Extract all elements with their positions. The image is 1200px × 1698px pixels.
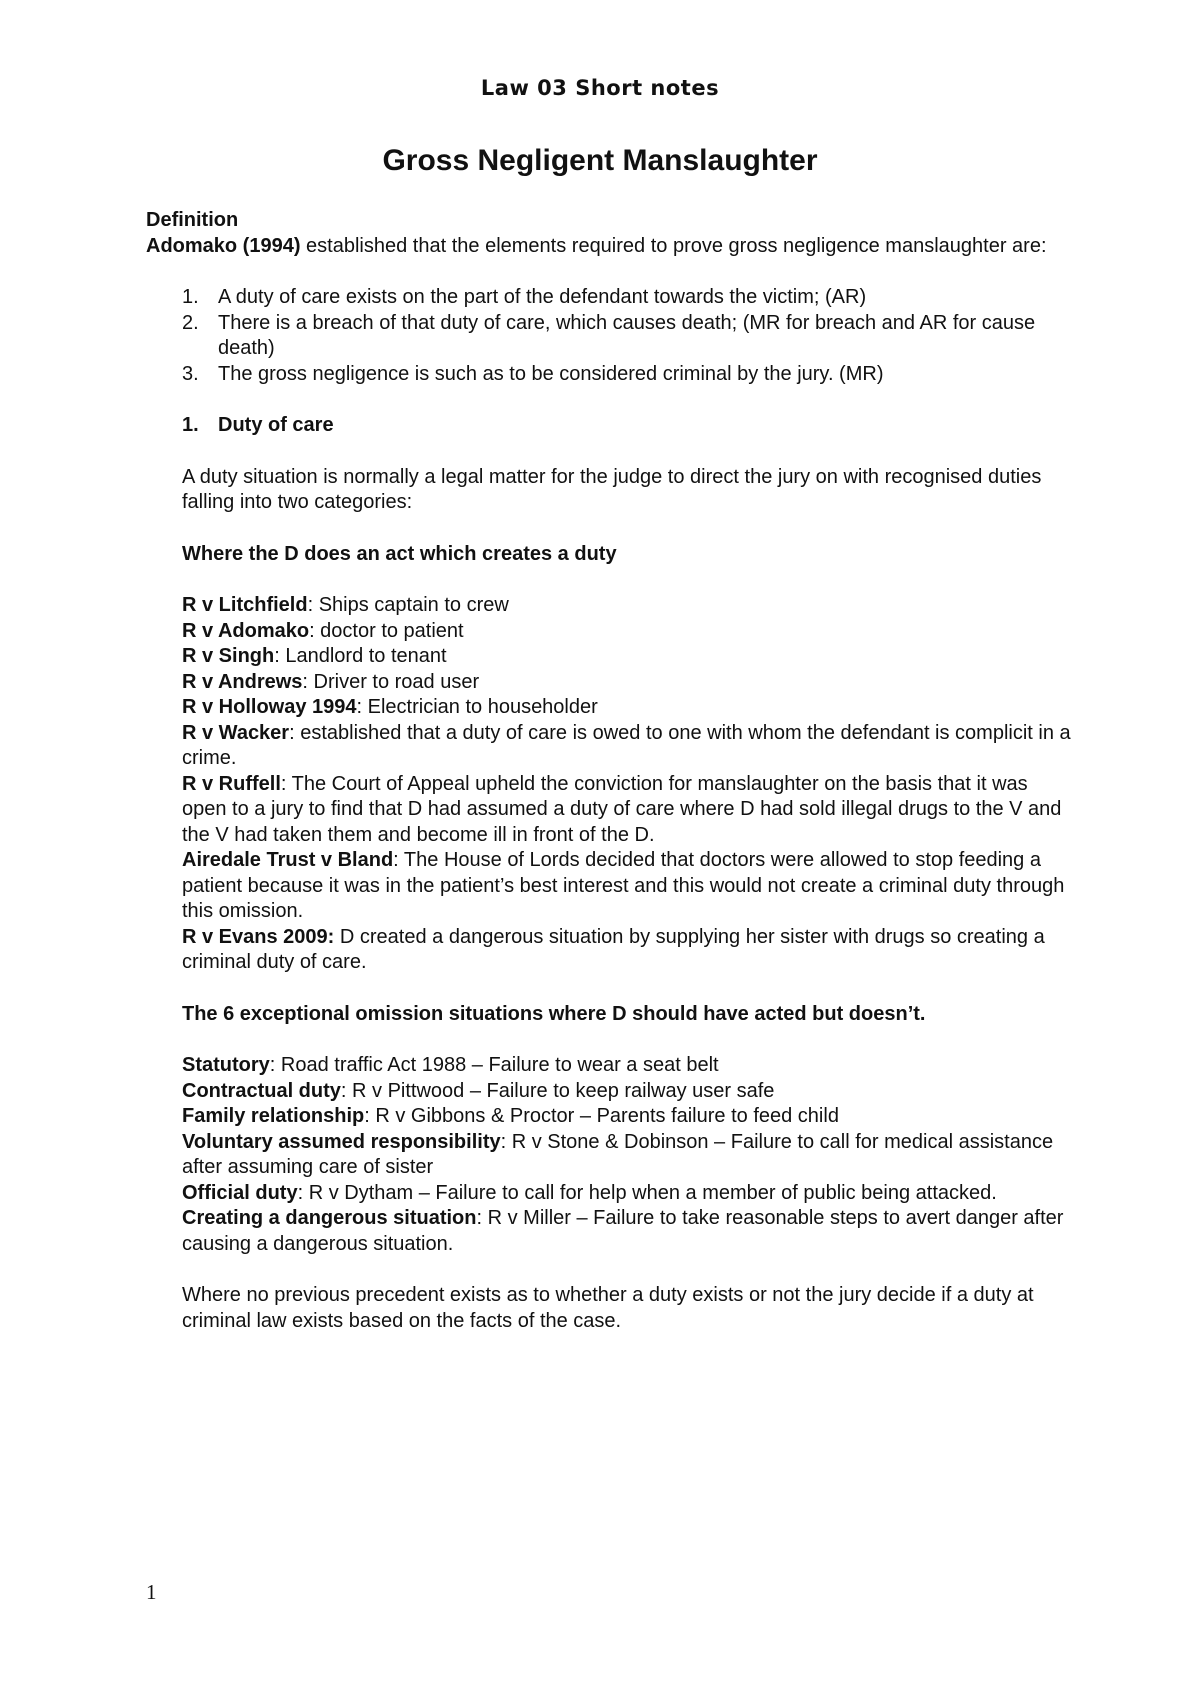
list-item xyxy=(182,721,1076,772)
list-item-number: 1. xyxy=(182,286,199,308)
list-item xyxy=(146,362,1076,388)
list-item xyxy=(146,285,1076,311)
omission-cases-list xyxy=(182,1053,1076,1257)
omission-type: Official duty xyxy=(182,1181,298,1204)
case-name: Airedale Trust v Bland xyxy=(182,849,394,871)
case-text: D created a dangerous situation by supplying her sister with drugs so creating a criminal duty of care. xyxy=(182,925,1045,973)
page-title: Gross Negligent Manslaughter xyxy=(382,144,818,177)
list-item xyxy=(182,1104,1076,1130)
omission-text: : Road traffic Act 1988 – Failure to wear a seat belt xyxy=(269,1054,719,1076)
section-number: 1. xyxy=(182,414,199,436)
page-number: 1 xyxy=(146,1580,157,1604)
list-item xyxy=(182,925,1076,976)
omission-heading: The 6 exceptional omission situations where D should have acted but doesn’t. xyxy=(182,1002,926,1025)
omission-type: Voluntary assumed responsibility xyxy=(182,1130,501,1153)
case-name: R v Andrews xyxy=(182,670,303,693)
header-title: Law 03 Short notes xyxy=(480,76,720,100)
case-name: R v Evans 2009: xyxy=(182,925,335,948)
list-item xyxy=(182,670,1076,696)
list-item xyxy=(182,695,1076,721)
case-text: : The Court of Appeal upheld the conviction for manslaughter on the basis that it was open to a jury to find that D had assumed a duty of care where D had sold illegal drugs to the V and the V had taken them and become ill in front of the D. xyxy=(182,772,1062,846)
act-cases-list xyxy=(182,593,1076,976)
case-name: R v Ruffell xyxy=(182,772,281,795)
list-item-text: A duty of care exists on the part of the defendant towards the victim; (AR) xyxy=(218,286,867,308)
section-heading-duty-of-care xyxy=(146,413,1076,439)
list-item xyxy=(182,772,1076,849)
case-text: : doctor to patient xyxy=(309,619,464,642)
omission-text: : R v Miller – Failure to take reasonable steps to avert danger after causing a dangerous situation. xyxy=(182,1207,1064,1255)
duty-of-care-section xyxy=(146,465,1076,1335)
case-text: : Electrician to householder xyxy=(356,696,598,718)
omission-text: : R v Gibbons & Proctor – Parents failure to feed child xyxy=(364,1105,839,1127)
definition-heading: Definition xyxy=(146,209,239,231)
omission-type: Contractual duty xyxy=(182,1079,341,1102)
document-body xyxy=(146,208,1076,1334)
list-item-text: The gross negligence is such as to be considered criminal by the jury. (MR) xyxy=(218,362,884,385)
list-item xyxy=(146,311,1076,362)
list-item xyxy=(182,1079,1076,1105)
closing-paragraph: Where no previous precedent exists as to whether a duty exists or not the jury decide if a duty at criminal law exists based on the facts of the case. xyxy=(182,1284,1034,1332)
case-name: R v Adomako xyxy=(182,619,310,642)
omission-text: : R v Stone & Dobinson – Failure to call for medical assistance after assuming care of sister xyxy=(182,1130,1054,1178)
list-item xyxy=(182,1181,1076,1207)
case-text: : Landlord to tenant xyxy=(274,645,447,667)
list-item xyxy=(182,1130,1076,1181)
omission-type: Creating a dangerous situation xyxy=(182,1207,477,1229)
definition-case-name: Adomako (1994) xyxy=(146,234,301,257)
list-item xyxy=(182,644,1076,670)
list-item-text: There is a breach of that duty of care, which causes death; (MR for breach and AR for cause death) xyxy=(218,311,1036,359)
case-text: : The House of Lords decided that doctors were allowed to stop feeding a patient because it was in the patient’s best interest and this would not create a criminal duty through this omission. xyxy=(182,849,1065,922)
act-duty-heading: Where the D does an act which creates a duty xyxy=(182,542,617,565)
list-item xyxy=(182,848,1076,925)
omission-type: Statutory xyxy=(182,1054,270,1076)
definition-intro-text: established that the elements required to prove gross negligence manslaughter are: xyxy=(300,234,1047,257)
omission-type: Family relationship xyxy=(182,1105,365,1127)
definition-intro xyxy=(146,234,1076,260)
case-name: R v Litchfield xyxy=(182,594,308,616)
section-title: Duty of care xyxy=(218,414,334,436)
list-item xyxy=(182,1053,1076,1079)
elements-list xyxy=(146,285,1076,387)
list-item xyxy=(182,1206,1076,1257)
duty-intro: A duty situation is normally a legal matter for the judge to direct the jury on with recognised duties falling into two categories: xyxy=(182,465,1042,513)
case-text: : Driver to road user xyxy=(302,670,480,693)
case-text: : Ships captain to crew xyxy=(307,594,509,616)
list-item-number: 2. xyxy=(182,311,199,334)
list-item xyxy=(182,593,1076,619)
case-name: R v Singh xyxy=(182,645,275,667)
case-name: R v Wacker xyxy=(182,721,290,744)
omission-text: : R v Pittwood – Failure to keep railway user safe xyxy=(340,1079,775,1102)
case-name: R v Holloway 1994 xyxy=(182,696,357,718)
list-item-number: 3. xyxy=(182,362,199,385)
case-text: : established that a duty of care is owed to one with whom the defendant is complicit in a crime. xyxy=(182,721,1071,769)
omission-text: : R v Dytham – Failure to call for help when a member of public being attacked. xyxy=(297,1181,997,1204)
list-item xyxy=(182,619,1076,645)
